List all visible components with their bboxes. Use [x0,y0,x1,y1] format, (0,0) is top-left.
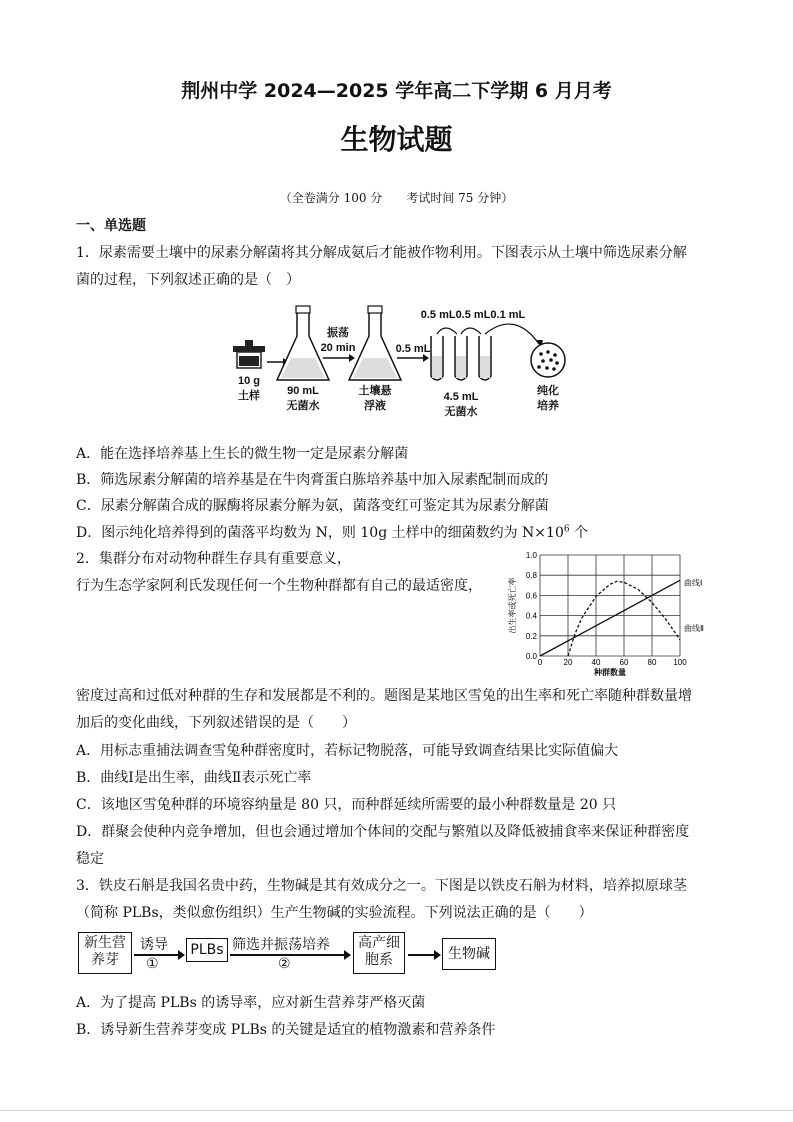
culture-label-2: 培养 [537,400,559,412]
soil-label: 土样 [238,390,260,402]
chart-x-tick-label: 20 [563,658,573,667]
q2-stem-line3: 密度过高和过低对种群的生存和发展都是不利的。题图是某地区雪兔的出生率和死亡率随种群数量增 [76,688,692,704]
q1-option-b: B．筛选尿素分解菌的培养基是在牛肉膏蛋白胨培养基中加入尿素配制而成的 [76,472,549,488]
flow-step-2: ② [278,956,291,972]
q3-option-b: B．诱导新生营养芽变成 PLBs 的关键是适宜的植物激素和营养条件 [76,1022,496,1038]
q1-option-d-unit: 个 [569,525,589,541]
water-label: 无菌水 [286,400,320,412]
page-title: 生物试题 [340,123,453,156]
chart-y-tick-label: 0.8 [525,571,537,581]
q2-option-d-line1: D．群聚会使种内竞争增加，但也会通过增加个体间的交配与繁殖以及降低被捕食率来保证种群密度 [76,824,690,840]
q2-option-b: B．曲线Ⅰ是出生率，曲线Ⅱ表示死亡率 [76,770,312,786]
q2-option-d-line2: 稳定 [76,851,104,867]
flow-arrowhead-3 [434,950,441,960]
petri-dish-icon [531,343,565,377]
chart-x-tick-label: 40 [591,658,601,667]
chart-y-tick-label: 0.2 [525,631,537,641]
flow-arrow-2 [230,954,346,956]
chart-x-tick-label: 80 [647,658,657,667]
chart-y-tick-label: 0.4 [525,611,537,621]
chart-x-tick-label: 0 [537,658,543,667]
chart-y-tick-label: 0.6 [525,591,537,601]
chart-x-axis-label: 种群数量 [594,668,626,677]
flow-box-plbs: PLBs [186,938,228,962]
q3-stem-line1: 3．铁皮石斛是我国名贵中药，生物碱是其有效成分之一。下图是以铁皮石斛为材料，培养拟原球茎 [76,878,687,894]
shake-time: 20 min [320,342,356,354]
flask-suspension-icon [349,306,401,380]
q2-stem-line2: 行为生态学家阿利氏发现任何一个生物种群都有自己的最适密度， [76,578,482,594]
shake-label: 振荡 [327,327,349,339]
chart-legend-curve-2: 曲线Ⅱ [684,623,704,633]
flow-arrow-3 [408,954,436,956]
flow-arrow-induce-label: 诱导 [140,937,168,953]
q2-stem-line1: 2．集群分布对动物种群生存具有重要意义， [76,551,351,567]
q2-option-c: C．该地区雪兔种群的环境容纳量是 80 只，而种群延续所需要的最小种群数量是 20 只 [76,797,617,813]
flow-arrowhead-1 [178,950,185,960]
flow-arrow-1 [134,954,180,956]
tube-water-label: 无菌水 [444,406,478,418]
flow-arrow-screen-label: 筛选并振荡培养 [232,937,330,953]
section-title: 一、单选题 [76,218,146,234]
q1-option-d-exponent: 6 [563,524,570,535]
chart-y-tick-label: 1.0 [525,551,537,560]
exam-header: 荆州中学 2024—2025 学年高二下学期 6 月月考 [181,80,612,102]
q1-stem-line2: 菌的过程，下列叙述正确的是（ ） [76,272,300,288]
flow-box-new-bud: 新生营养芽 [78,932,132,974]
q2-option-a: A．用标志重捕法调查雪兔种群密度时，若标记物脱落，可能导致调查结果比实际值偏大 [76,743,619,759]
chart-legend-curve-1: 曲线Ⅰ [684,578,703,588]
suspension-label-1: 土壤悬 [358,385,392,397]
q1-option-c: C．尿素分解菌合成的脲酶将尿素分解为氨，菌落变红可鉴定其为尿素分解菌 [76,498,549,514]
tube-water-amount: 4.5 mL [443,391,479,403]
q2-birth-death-rate-chart [506,549,721,679]
q1-option-d-text: D．图示纯化培养得到的菌落平均数为 N，则 10g 土样中的细菌数约为 N×10 [76,525,564,541]
q1-dilution-figure [225,300,595,430]
flow-step-1: ① [146,956,159,972]
full-score-text: （全卷满分 100 分 [279,191,383,205]
soil-scale-icon [233,340,265,368]
q2-stem-line4: 加后的变化曲线，下列叙述错误的是（ ） [76,715,356,731]
exam-info [0,189,793,206]
q1-stem-line1: 1．尿素需要土壤中的尿素分解菌将其分解成氨后才能被作物利用。下图表示从土壤中筛选尿素分解 [76,245,687,261]
q3-option-a: A．为了提高 PLBs 的诱导率，应对新生营养芽严格灭菌 [76,995,426,1011]
chart-series-line-2 [540,580,680,656]
q3-stem-line2: （简称 PLBs，类似愈伤组织）生产生物碱的实验流程。下列说法正确的是（ ） [76,905,593,921]
transfer-volume: 0.5 mL [395,343,431,355]
chart-y-tick-label: 0.0 [525,652,537,661]
q3-flowchart [78,932,498,980]
serial-transfer-volumes: 0.5 mL0.5 mL0.1 mL [420,309,526,321]
test-tubes-icon [431,324,543,380]
chart-x-tick-label: 100 [673,658,687,667]
flow-arrowhead-2 [344,950,351,960]
q1-option-a: A．能在选择培养基上生长的微生物一定是尿素分解菌 [76,446,409,462]
exam-time-text: 考试时间 75 分钟） [406,191,514,205]
page-bottom-divider [0,1110,793,1111]
chart-y-axis-label: 出生率或死亡率 [508,577,517,634]
flow-box-alkaloid: 生物碱 [442,938,496,970]
soil-amount: 10 g [237,375,261,387]
suspension-label-2: 浮液 [364,400,386,412]
q1-option-d [76,522,588,542]
flow-box-cell-line: 高产细胞系 [353,932,405,974]
culture-label-1: 纯化 [537,385,559,397]
water-amount: 90 mL [287,385,319,397]
chart-x-tick-label: 60 [619,658,629,667]
